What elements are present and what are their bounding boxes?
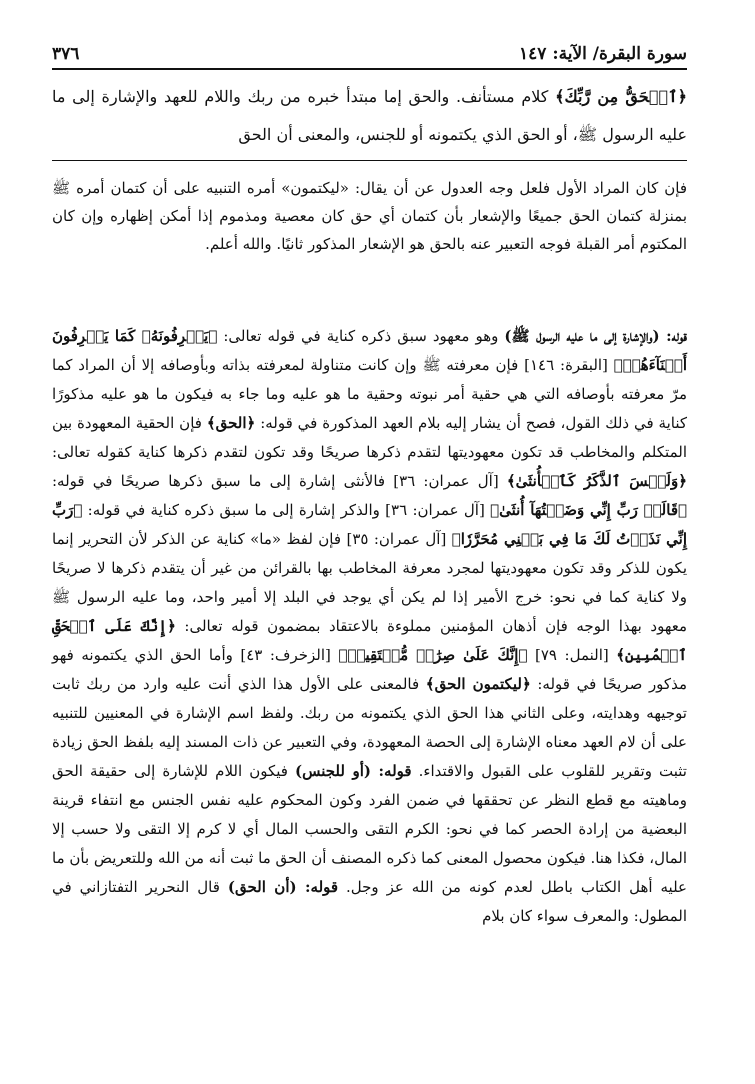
footnote-text: [آل عمران: ٣٥] فإن لفظ «ما» كناية عن الذكر لأن التحرير إنما يكون للذكر وقد تكون معهوديتها لمجرد معرفة المخاطب بها بالقرائن من غير أن يتقدم ذكرها لا صريحًا ولا كناية كما في نحو: خرج الأمير إذا لم يكن أي يوجد في البلد إلا أمير واحد، وما عليه الرسول ﷺ معهود بهذا الوجه فإن أذهان المؤمنين مملوءة بالاعتقاد بمضمون قوله تعالى: bbox=[52, 530, 688, 635]
quran-verse: ﴿يَعۡرِفُونَهُۥ كَمَا يَعۡرِفُونَ أَبۡنَآءَهُمۡ﴾ bbox=[52, 327, 687, 374]
main-paragraph bbox=[52, 78, 687, 154]
quran-verse: ﴿قَالَتۡ رَبِّ إِنِّي وَضَعۡتُهَآ أُنثَىٰ﴾ bbox=[490, 501, 687, 519]
quran-verse: ﴿إِنَّكَ عَلَى ٱلۡحَقِّ ٱلۡمُبِينِ﴾ bbox=[52, 617, 687, 664]
footnote-text: [الزخرف: ٤٣] وأما الحق الذي يكتمونه فهو مذكور صريحًا في قوله: bbox=[52, 646, 687, 693]
footnote-text: وهو معهود سبق ذكره كناية في قوله تعالى: bbox=[217, 327, 505, 345]
footnote-2-paragraph bbox=[52, 322, 687, 931]
footnote-1-text: فإن كان المراد الأول فلعل وجه العدول عن أن يقال: «ليكتمون» أمره التنبيه على أن كتمان أمره ﷺ بمنزلة كتمان الحق جميعًا والإشعار بأن كتمان أي حق كان معصية ومذموم إذا أمكن إظهاره وإن كان المكتوم أمر القبلة فوجه التعبير عنه بالحق هو الإشعار المذكور ثانيًا. والله أعلم. bbox=[52, 179, 687, 253]
lead-phrase: قوله: (والإشارة إلى ما عليه الرسول ﷺ) bbox=[504, 327, 687, 345]
quran-verse: ﴿ليكتمون الحق﴾ bbox=[425, 675, 531, 693]
quran-verse: ﴿وَلَيۡسَ ٱلذَّكَرُ كَٱلۡأُنثَىٰ﴾ bbox=[506, 472, 688, 490]
main-commentary bbox=[52, 78, 687, 154]
footnote-text: [آل عمران: ٣٦] والذكر إشارة إلى ما سبق ذكره كناية في قوله: bbox=[82, 501, 491, 519]
footnote-text: [البقرة: ١٤٦] فإن معرفته ﷺ وإن كانت متناولة لمعرفته بذاته وبأوصافه إلا أن المراد كما مرّ معرفته بأوصافه التي هي حقية أمر نبوته وحقية ما هو عليه وما جاء به فيكون ما هو عليه مذكورًا كناية في ذلك القول، فصح أن يشار إليه بلام العهد المذكورة في قوله: bbox=[52, 356, 687, 432]
main-text: كلام مستأنف. والحق إما مبتدأ خبره من ربك واللام للعهد والإشارة إلى ما عليه الرسول ﷺ، أو الحق الذي يكتمونه أو للجنس، والمعنى أن الحق bbox=[52, 87, 687, 144]
page-number: ٣٧٦ bbox=[52, 44, 80, 64]
lead-phrase: قوله: (أن الحق) bbox=[227, 878, 339, 896]
footnote-2 bbox=[52, 322, 687, 931]
quran-verse: ﴿ٱلۡحَقُّ مِن رَّبِّكَ﴾ bbox=[555, 87, 687, 106]
footnote-text: [آل عمران: ٣٦] فالأنثى إشارة إلى ما سبق ذكرها صريحًا في قوله: bbox=[52, 472, 507, 490]
quran-verse: ﴿إِنَّكَ عَلَىٰ صِرَٰطٖ مُّسۡتَقِيمٖ﴾ bbox=[338, 646, 528, 664]
footnote-text: فيكون اللام للإشارة إلى حقيقة الحق وماهيته مع قطع النظر عن تحققها في ضمن الفرد وكون المحكوم عليه نفس الجنس مع انتفاء قرينة البعضية من إرادة الحصر كما في نحو: الكرم التقى والحسب المال أي لا كرم إلا التقى ولا حسب إلا المال، فكذا هنا. فيكون محصول المعنى كما ذكره المصنف أن الحق ما ثبت أنه من الله وللتعريض بأن ما عليه أهل الكتاب باطل لعدم كونه من الله عز وجل. bbox=[52, 762, 687, 896]
page-header bbox=[52, 30, 687, 70]
footnote-separator bbox=[52, 160, 687, 161]
footnote-text: فإن الحقية المعهودة بين المتكلم والمخاطب قد تكون معهوديتها لتقدم ذكرها صريحًا وقد تكون لتقدم ذكرها كناية كقوله تعالى: bbox=[52, 414, 687, 461]
footnote-1 bbox=[52, 174, 687, 258]
quran-verse: ﴿رَبِّ إِنِّي نَذَرۡتُ لَكَ مَا فِي بَطۡنِي مُحَرَّرٗا﴾ bbox=[52, 501, 688, 548]
quran-verse: ﴿الحق﴾ bbox=[206, 414, 256, 432]
surah-reference: سورة البقرة/ الآية: ١٤٧ bbox=[519, 44, 687, 64]
lead-phrase: قوله: (أو للجنس) bbox=[295, 762, 412, 780]
footnote-text: قال النحرير التفتازاني في المطول: والمعرف سواء كان بلام bbox=[52, 878, 687, 925]
footnote-text: فالمعنى على الأول هذا الذي أنت عليه وارد من ربك ثابت توجيهه وهدايته، وعلى الثاني هذا الحق الذي يكتمونه من ربك. ولفظ اسم الإشارة في المعنيين للتنبيه على أن لام العهد معناه الإشارة إلى الحصة المعهودة، وفي التعبير عن ذات المسند إليه بلفظ الحق زيادة تثبت وتقرير للقلوب على القبول والاقتداء. bbox=[52, 675, 687, 780]
footnote-text: [النمل: ٧٩] bbox=[527, 646, 617, 664]
